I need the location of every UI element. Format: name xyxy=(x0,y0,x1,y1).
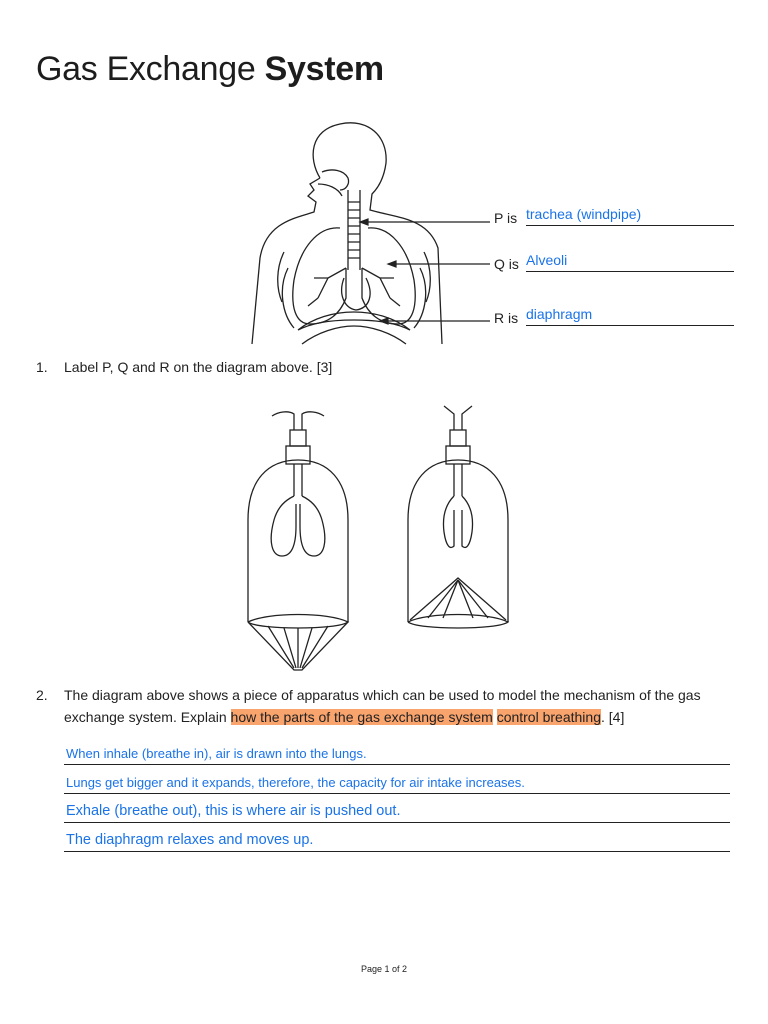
label-p-answer: trachea (windpipe) xyxy=(526,206,642,222)
label-q-row xyxy=(494,246,734,272)
answer-line[interactable] xyxy=(64,765,730,794)
answer-line[interactable] xyxy=(64,823,730,852)
question-2-text-before: The diagram above shows a piece of apparatus which can be used to model the mechanism of the gas exchange system. Explain xyxy=(64,687,701,725)
question-2-text-after: . [4] xyxy=(600,709,625,725)
label-q-answer-field[interactable] xyxy=(526,249,734,272)
label-q-answer: Alveoli xyxy=(526,252,568,268)
answer-text: When inhale (breathe in), air is drawn into the lungs. xyxy=(66,746,367,761)
label-r-answer-field[interactable] xyxy=(526,303,734,326)
question-1-text: Label P, Q and R on the diagram above. [3] xyxy=(64,359,333,375)
answer-text: Lungs get bigger and it expands, therefore, the capacity for air intake increases. xyxy=(66,775,525,790)
label-q-key: Q is xyxy=(494,256,519,272)
label-p-key: P is xyxy=(494,210,518,226)
question-2-number: 2. xyxy=(36,687,48,703)
label-r-answer: diaphragm xyxy=(526,306,593,322)
answer-line[interactable] xyxy=(64,794,730,823)
bell-jar-model-diagram xyxy=(238,400,528,680)
answer-line[interactable] xyxy=(64,736,730,765)
answer-text: The diaphragm relaxes and moves up. xyxy=(66,832,314,848)
title-bold: System xyxy=(264,50,384,88)
label-p-answer-field[interactable] xyxy=(526,203,734,226)
label-r-key: R is xyxy=(494,310,519,326)
question-1-number: 1. xyxy=(36,359,48,375)
question-2-highlight-1: how the parts of the gas exchange system xyxy=(230,709,493,725)
label-p-row xyxy=(494,200,734,226)
question-2-highlight-2: control breathing xyxy=(496,709,601,725)
answer-text: Exhale (breathe out), this is where air is pushed out. xyxy=(66,803,401,819)
answer-lines xyxy=(64,736,730,852)
title-regular: Gas Exchange xyxy=(36,50,256,88)
question-2-text xyxy=(64,684,744,728)
label-r-row xyxy=(494,300,734,326)
page-footer: Page 1 of 2 xyxy=(360,964,408,974)
page-title xyxy=(36,50,384,89)
